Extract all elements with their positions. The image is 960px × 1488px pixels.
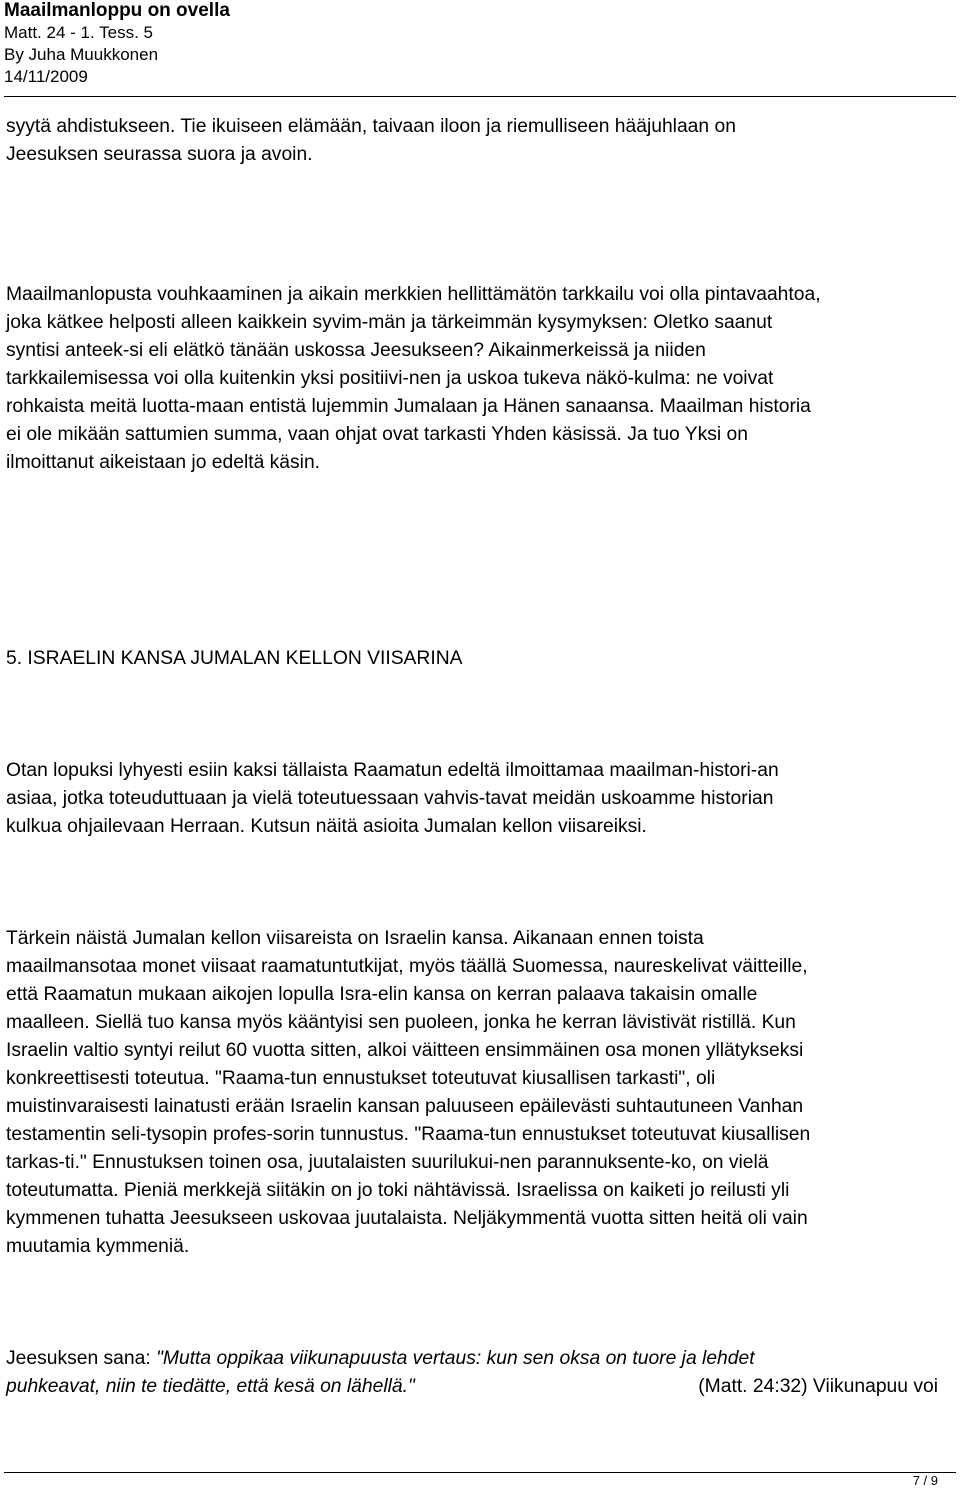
paragraph-2-line: syntisi anteek-si eli elätkö tänään uskossa Jeesukseen? Aikainmerkeissä ja niiden <box>6 340 706 361</box>
document-date: 14/11/2009 <box>4 67 88 86</box>
paragraph-2 <box>6 281 952 477</box>
paragraph-4-line: maailmansotaa monet viisaat raamatuntutkijat, myös täällä Suomessa, naureskelivat väitteille, <box>6 956 808 977</box>
paragraph-4-line: muistinvaraisesti lainatusti erään Israelin kansan paluuseen epäilevästi suhtautuneen Vanhan <box>6 1096 804 1117</box>
quote-text: "Mutta oppikaa viikunapuusta vertaus: kun sen oksa on tuore ja lehdet <box>156 1348 755 1369</box>
paragraph-2-line: Maailmanlopusta vouhkaaminen ja aikain merkkien hellittämätön tarkkailu voi olla pintavaahtoa, <box>6 284 821 305</box>
document-author: By Juha Muukkonen <box>4 45 159 64</box>
paragraph-4-line: Israelin valtio syntyi reilut 60 vuotta sitten, alkoi väitteen ensimmäinen osa monen yllätykseksi <box>6 1040 804 1061</box>
paragraph-4-line: konkreettisesti toteutua. "Raama-tun ennustukset toteutuvat kiusallisen tarkasti", oli <box>6 1068 716 1089</box>
document-header <box>4 0 956 88</box>
paragraph-4 <box>6 925 952 1261</box>
section-heading: 5. ISRAELIN KANSA JUMALAN KELLON VIISARINA <box>6 648 463 669</box>
paragraph-2-line: rohkaista meitä luotta-maan entistä lujemmin Jumalaan ja Hänen sanaansa. Maailman historia <box>6 396 811 417</box>
paragraph-4-line: Tärkein näistä Jumalan kellon viisareista on Israelin kansa. Aikanaan ennen toista <box>6 928 704 949</box>
spacer <box>6 169 952 281</box>
paragraph-4-line: muutamia kymmeniä. <box>6 1236 190 1257</box>
paragraph-2-line: joka kätkee helposti alleen kaikkein syvim-män ja tärkeimmän kysymyksen: Oletko saanut <box>6 312 773 333</box>
paragraph-2-line: tarkkailemisessa voi olla kuitenkin yksi positiivi-nen ja uskoa tukeva näkö-kulma: ne voivat <box>6 368 774 389</box>
paragraph-1-line: Jeesuksen seurassa suora ja avoin. <box>6 144 313 165</box>
paragraph-4-line: toteutumatta. Pieniä merkkejä siitäkin on jo toki nähtävissä. Israelissa on kaiketi jo reilusti yli <box>6 1180 790 1201</box>
paragraph-4-line: tarkas-ti." Ennustuksen toinen osa, juutalaisten suurilukui-nen parannuksente-ko, on vielä <box>6 1152 769 1173</box>
page-number: 7 / 9 <box>912 1473 938 1488</box>
quote-line-1 <box>6 1348 755 1369</box>
scripture-quote <box>6 1345 952 1401</box>
document-body <box>6 113 952 1401</box>
paragraph-2-line: ei ole mikään sattumien summa, vaan ohjat ovat tarkasti Yhden käsissä. Ja tuo Yksi on <box>6 424 749 445</box>
header-divider <box>4 96 956 97</box>
paragraph-4-line: maalleen. Siellä tuo kansa myös kääntyisi sen puoleen, jonka he kerran lävistivät ristillä. Kun <box>6 1012 796 1033</box>
footer-divider <box>4 1472 956 1473</box>
quote-prefix: Jeesuksen sana: <box>6 1348 157 1369</box>
paragraph-1 <box>6 113 952 169</box>
paragraph-3-line: Otan lopuksi lyhyesti esiin kaksi tällaista Raamatun edeltä ilmoittamaa maailman-histori-an <box>6 760 779 781</box>
paragraph-3-line: asiaa, jotka toteuduttuaan ja vielä toteutuessaan vahvis-tavat meidän uskoamme historian <box>6 788 774 809</box>
paragraph-3 <box>6 757 952 841</box>
spacer <box>6 477 952 645</box>
document-subtitle: Matt. 24 - 1. Tess. 5 <box>4 23 153 42</box>
spacer <box>6 1261 952 1345</box>
paragraph-4-line: testamentin seli-tysopin profes-sorin tunnustus. "Raama-tun ennustukset toteutuvat kiusallisen <box>6 1124 811 1145</box>
quote-text: puhkeavat, niin te tiedätte, että kesä on lähellä." <box>6 1376 415 1397</box>
spacer <box>6 673 952 757</box>
quote-line-2 <box>6 1376 415 1397</box>
document-title: Maailmanloppu on ovella <box>4 0 230 21</box>
paragraph-4-line: että Raamatun mukaan aikojen lopulla Isra-elin kansa on kerran palaava takaisin omalle <box>6 984 758 1005</box>
paragraph-2-line: ilmoittanut aikeistaan jo edeltä käsin. <box>6 452 321 473</box>
quote-reference: (Matt. 24:32) Viikunapuu voi <box>698 1376 938 1397</box>
paragraph-4-line: kymmenen tuhatta Jeesukseen uskovaa juutalaista. Neljäkymmentä vuotta sitten heitä oli vain <box>6 1208 808 1229</box>
spacer <box>6 841 952 925</box>
paragraph-3-line: kulkua ohjailevaan Herraan. Kutsun näitä asioita Jumalan kellon viisareiksi. <box>6 816 647 837</box>
paragraph-1-line: syytä ahdistukseen. Tie ikuiseen elämään, taivaan iloon ja riemulliseen hääjuhlaan on <box>6 116 736 137</box>
